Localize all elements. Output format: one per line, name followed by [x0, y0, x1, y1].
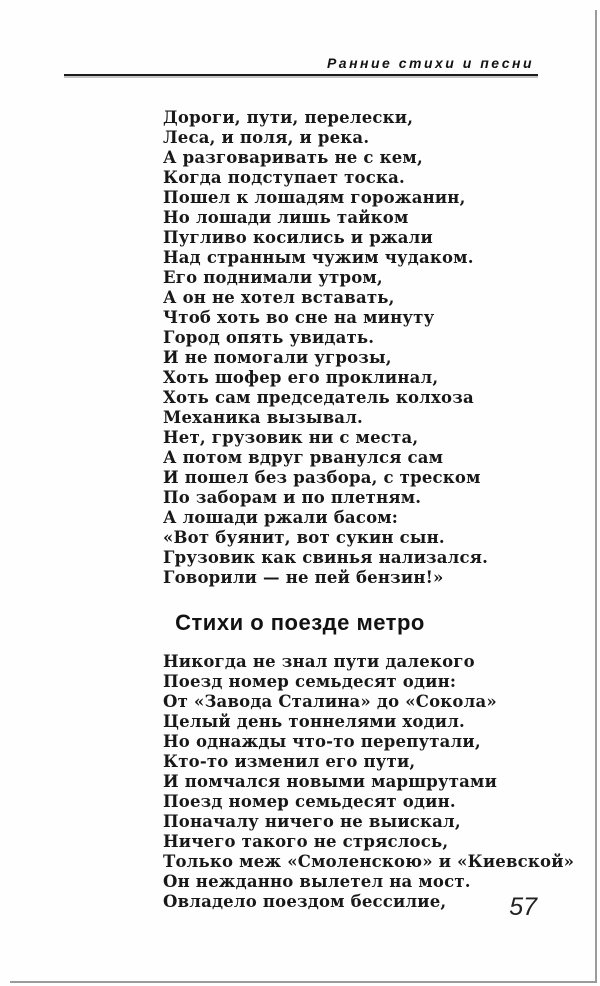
- poem-line: Над странным чужим чудаком.: [163, 248, 474, 267]
- poem-line: Никогда не знал пути далекого: [163, 652, 475, 671]
- poem-line: Поначалу ничего не выискал,: [163, 812, 461, 831]
- poem-title: Стихи о поезде метро: [175, 610, 425, 635]
- poem-line: И не помогали угрозы,: [163, 348, 392, 367]
- poem-line: Чтоб хоть во сне на минуту: [163, 308, 435, 327]
- page-number: 57: [509, 893, 537, 921]
- scan-edge-bottom: [10, 981, 597, 983]
- poem-line: Но однажды что-то перепутали,: [163, 732, 481, 751]
- scan-edge-right: [595, 10, 597, 983]
- poem-line: А разговаривать не с кем,: [163, 148, 423, 167]
- poem-line: Но лошади лишь тайком: [163, 208, 409, 227]
- poem-line: А лошади ржали басом:: [163, 508, 399, 527]
- poem-line: Кто-то изменил его пути,: [163, 752, 416, 771]
- poem-line: От «Завода Сталина» до «Сокола»: [163, 692, 497, 711]
- poem-line: Пошел к лошадям горожанин,: [163, 188, 466, 207]
- poem-line: Овладело поездом бессилие,: [163, 892, 447, 911]
- poem-line: И пошел без разбора, с треском: [163, 468, 481, 487]
- poem-line: И помчался новыми маршрутами: [163, 772, 498, 791]
- poem-line: Говорили — не пей бензин!»: [163, 568, 444, 587]
- poem-line: Пугливо косились и ржали: [163, 228, 433, 247]
- poem-line: Механика вызывал.: [163, 408, 363, 427]
- poem-line: Леса, и поля, и река.: [163, 128, 370, 147]
- poem-line: Грузовик как свинья нализался.: [163, 548, 489, 567]
- poem-second: [163, 652, 574, 912]
- poem-line: По заборам и по плетням.: [163, 488, 422, 507]
- poem-line: Поезд номер семьдесят один:: [163, 672, 457, 691]
- poem-line: Нет, грузовик ни с места,: [163, 428, 419, 447]
- poem-line: Дороги, пути, перелески,: [163, 108, 414, 127]
- poem-line: Целый день тоннелями ходил.: [163, 712, 465, 731]
- poem-line: Хоть шофер его проклинал,: [163, 368, 439, 387]
- poem-line: А потом вдруг рванулся сам: [163, 448, 444, 467]
- running-header: Ранние стихи и песни: [326, 55, 534, 71]
- poem-line: Только меж «Смоленскою» и «Киевской»: [163, 852, 575, 871]
- header-rule: [64, 74, 538, 76]
- poem-line: Он нежданно вылетел на мост.: [163, 872, 471, 891]
- poem-line: Ничего такого не стряслось,: [163, 832, 449, 851]
- poem-first: [163, 108, 488, 588]
- poem-line: Хоть сам председатель колхоза: [163, 388, 474, 407]
- poem-line: Город опять увидать.: [163, 328, 375, 347]
- poem-line: «Вот буянит, вот сукин сын.: [163, 528, 445, 547]
- poem-line: Когда подступает тоска.: [163, 168, 405, 187]
- poem-line: Его поднимали утром,: [163, 268, 383, 287]
- poem-line: А он не хотел вставать,: [163, 288, 395, 307]
- poem-line: Поезд номер семьдесят один.: [163, 792, 456, 811]
